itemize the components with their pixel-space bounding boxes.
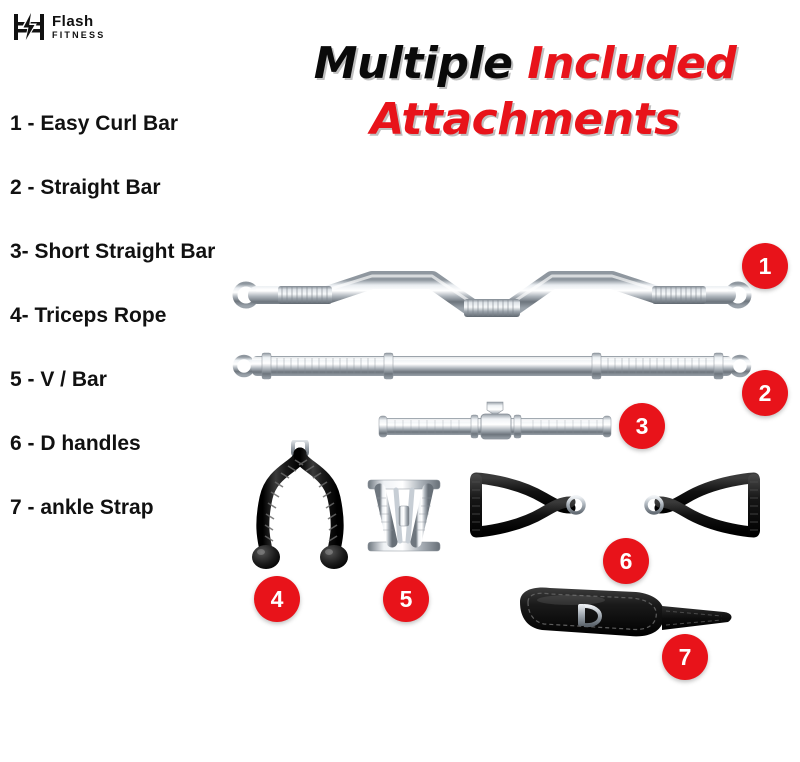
title-word-attachments: Attachments — [370, 94, 680, 146]
list-item: 7 - ankle Strap — [10, 496, 154, 519]
page-title — [260, 36, 790, 149]
brand-subtitle: FITNESS — [52, 30, 106, 40]
brand-name: Flash — [52, 13, 94, 30]
badge-3: 3 — [619, 403, 665, 449]
attachment-legend-list — [10, 112, 260, 560]
list-item: 4- Triceps Rope — [10, 304, 167, 327]
easy-curl-bar-image — [232, 268, 752, 322]
d-handles-image — [470, 472, 760, 542]
v-bar-image — [366, 478, 442, 554]
badge-7: 7 — [662, 634, 708, 680]
badge-2: 2 — [742, 370, 788, 416]
short-straight-bar-image — [375, 398, 615, 442]
list-item: 3- Short Straight Bar — [10, 240, 216, 263]
badge-6: 6 — [603, 538, 649, 584]
straight-bar-image — [232, 348, 752, 384]
title-word-included: Included — [527, 38, 737, 89]
brand-logo — [12, 10, 105, 44]
triceps-rope-image — [246, 440, 356, 570]
list-item: 5 - V / Bar — [10, 368, 107, 391]
title-word-multiple: Multiple — [313, 38, 513, 89]
list-item: 2 - Straight Bar — [10, 176, 161, 199]
badge-1: 1 — [742, 243, 788, 289]
ankle-strap-image — [516, 582, 736, 652]
list-item: 1 - Easy Curl Bar — [10, 112, 179, 135]
badge-4: 4 — [254, 576, 300, 622]
list-item: 6 - D handles — [10, 432, 141, 455]
badge-5: 5 — [383, 576, 429, 622]
flash-fitness-logo-icon — [12, 10, 46, 44]
